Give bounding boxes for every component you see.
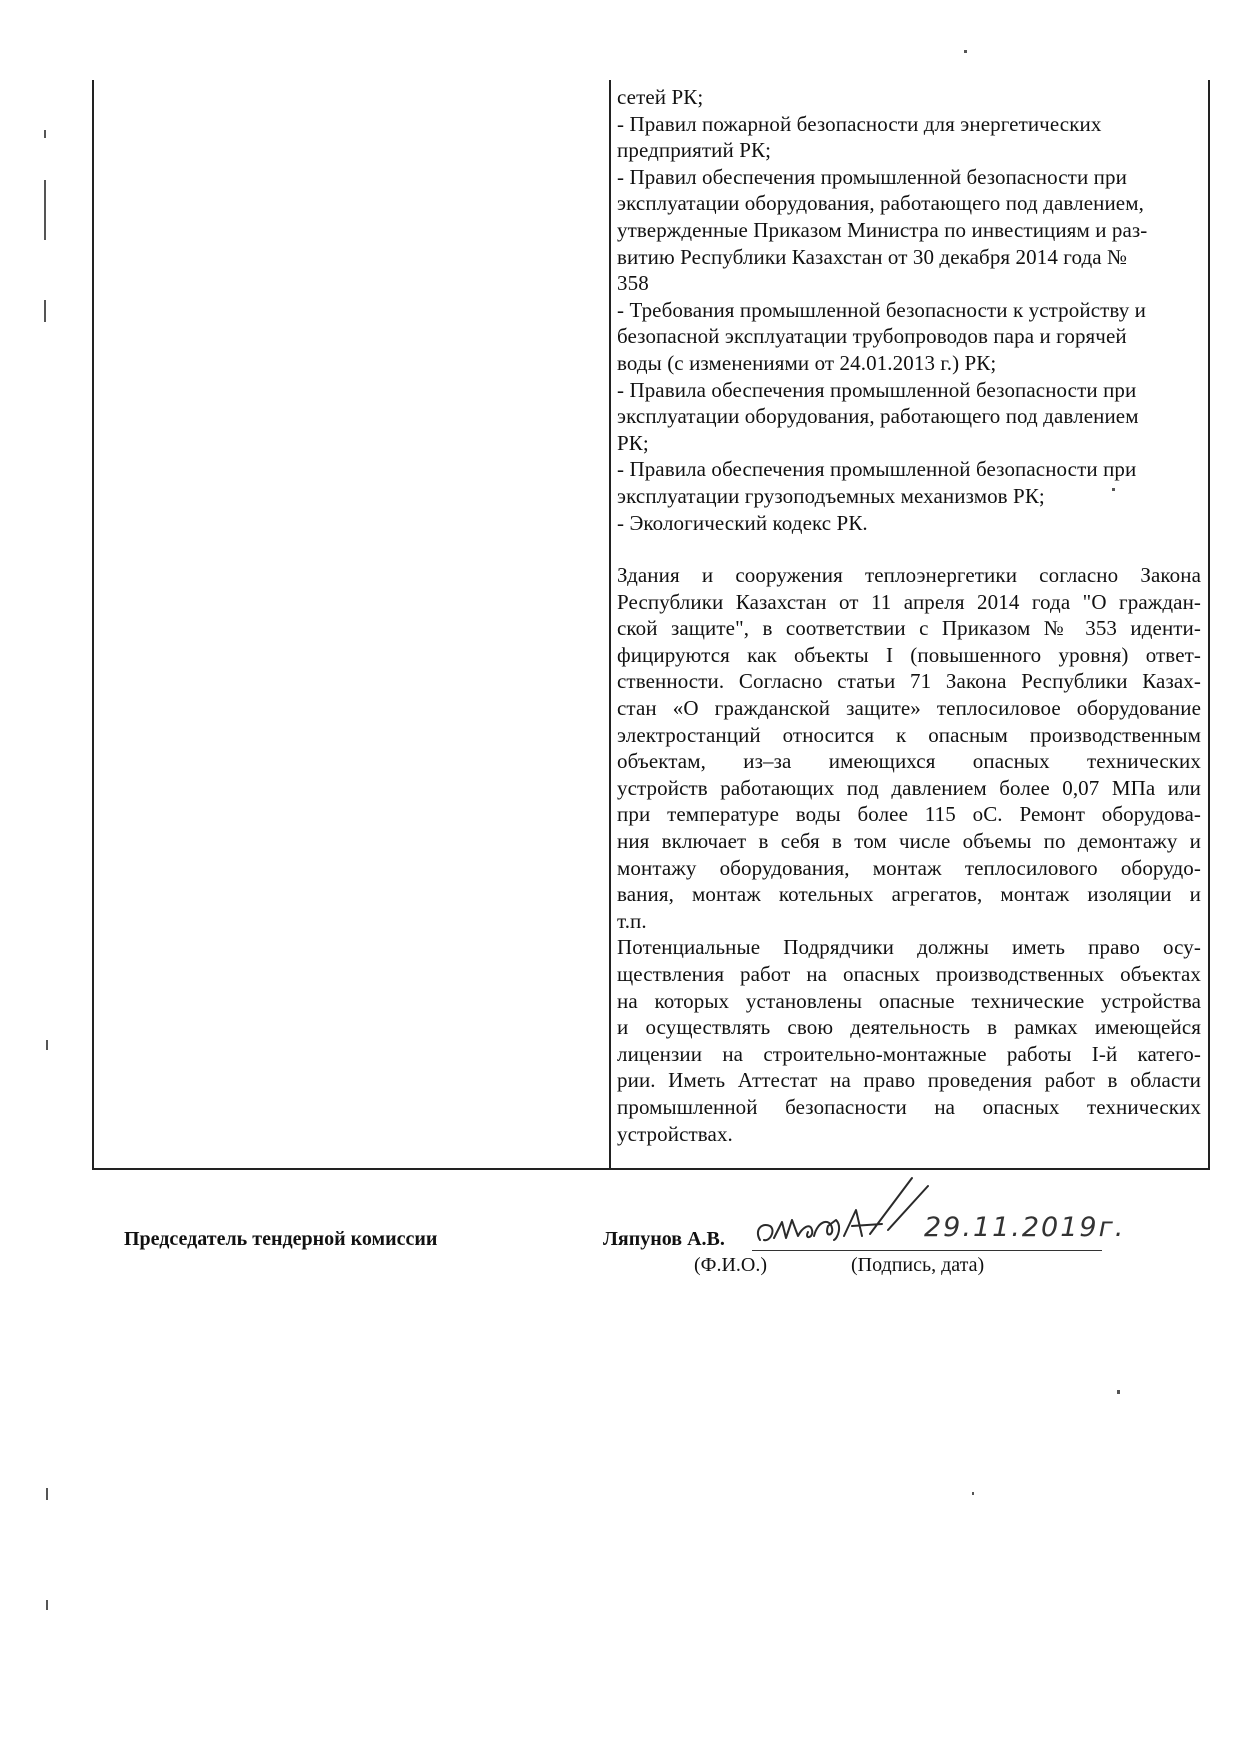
list-line: РК; (617, 430, 649, 455)
safety-classification-paragraph (617, 562, 1201, 934)
paragraph-line: промышленной безопасности на опасных технических (617, 1094, 1201, 1119)
paragraph-line: вания, монтаж котельных агрегатов, монтаж изоляции и (617, 882, 1201, 907)
paragraph-line: объектам, из–за имеющихся опасных технических (617, 749, 1201, 774)
list-line: - Правила обеспечения промышленной безопасности при (617, 377, 1137, 402)
scan-speck (46, 1488, 48, 1500)
regulations-list (617, 84, 1201, 536)
scan-speck (972, 1492, 974, 1495)
list-line: витию Республики Казахстан от 30 декабря 2014 года № (617, 244, 1128, 269)
paragraph-line: т.п. (617, 908, 647, 933)
list-line: - Правила обеспечения промышленной безопасности при (617, 457, 1137, 482)
paragraph-line: и осуществлять свою деятельность в рамках имеющейся (617, 1015, 1201, 1040)
scan-speck (1112, 488, 1115, 491)
paragraph-line: ществления работ на опасных производственных объектах (617, 962, 1201, 986)
scan-speck (44, 130, 46, 138)
table-column-divider (609, 80, 611, 1170)
paragraph-line: рии. Иметь Аттестат на право проведения работ в области (617, 1068, 1201, 1093)
list-line: предприятий РК; (617, 138, 772, 163)
table-left-border (92, 80, 94, 1168)
list-line: эксплуатации оборудования, работающего под давлением, (617, 191, 1144, 216)
scan-speck (44, 180, 46, 240)
paragraph-line: стан «О гражданской защите» теплосиловое оборудование (617, 696, 1201, 721)
scan-speck (44, 300, 46, 322)
list-line: 358 (617, 271, 649, 296)
paragraph-line: устройствах. (617, 1121, 733, 1146)
list-line: воды (с изменениями от 24.01.2013 г.) РК; (617, 350, 997, 375)
scan-speck (1117, 1390, 1120, 1394)
paragraph-line: лицензии на строительно-монтажные работы I-й катего- (617, 1041, 1201, 1066)
paragraph-line: электростанций относится к опасным производственным (617, 722, 1201, 747)
list-line: - Правил обеспечения промышленной безопасности при (617, 164, 1127, 189)
paragraph-line: ской защите", в соответствии с Приказом № 353 иденти- (617, 616, 1201, 641)
fio-caption: (Ф.И.О.) (694, 1254, 768, 1276)
list-line: безопасной эксплуатации трубопроводов пара и горячей (617, 324, 1127, 349)
paragraph-line: фицируются как объекты I (повышенного уровня) ответ- (617, 642, 1201, 667)
contractor-requirements-paragraph (617, 934, 1201, 1147)
list-line: - Требования промышленной безопасности к устройству и (617, 297, 1147, 322)
list-line: утвержденные Приказом Министра по инвестициям и раз- (617, 217, 1148, 242)
scan-speck (46, 1040, 48, 1050)
chairman-label: Председатель тендерной комиссии (124, 1228, 438, 1250)
scan-speck (964, 50, 967, 53)
table-bottom-border (92, 1168, 1210, 1170)
paragraph-line: ния включает в себя в том числе объемы по демонтажу и (617, 829, 1201, 854)
paragraph-line: Потенциальные Подрядчики должны иметь право осу- (617, 935, 1201, 960)
paragraph-line: на которых установлены опасные технические устройства (617, 988, 1201, 1013)
list-line: - Правил пожарной безопасности для энергетических (617, 111, 1102, 136)
chairman-name: Ляпунов А.В. (603, 1228, 725, 1250)
paragraph-line: при температуре воды более 115 оС. Ремонт оборудова- (617, 802, 1201, 827)
list-line: сетей РК; (617, 85, 704, 109)
list-line: - Экологический кодекс РК. (617, 510, 868, 535)
list-line: эксплуатации оборудования, работающего под давлением (617, 404, 1139, 429)
paragraph-line: Республики Казахстан от 11 апреля 2014 года "О граждан- (617, 589, 1201, 614)
signature-date-caption: (Подпись, дата) (851, 1254, 985, 1276)
paragraph-line: монтажу оборудования, монтаж теплосилового оборудо- (617, 855, 1201, 880)
list-line: эксплуатации грузоподъемных механизмов РК; (617, 483, 1045, 508)
table-right-border (1208, 80, 1210, 1170)
paragraph-line: Здания и сооружения теплоэнергетики согласно Закона (617, 563, 1201, 588)
paragraph-line: устройств работающих под давлением более 0,07 МПа или (617, 775, 1201, 800)
requirements-cell (617, 84, 1201, 1147)
paragraph-line: ственности. Согласно статьи 71 Закона Республики Казах- (617, 669, 1201, 694)
scan-speck (46, 1600, 48, 1610)
handwritten-date: 29.11.2019г. (924, 1212, 1126, 1243)
